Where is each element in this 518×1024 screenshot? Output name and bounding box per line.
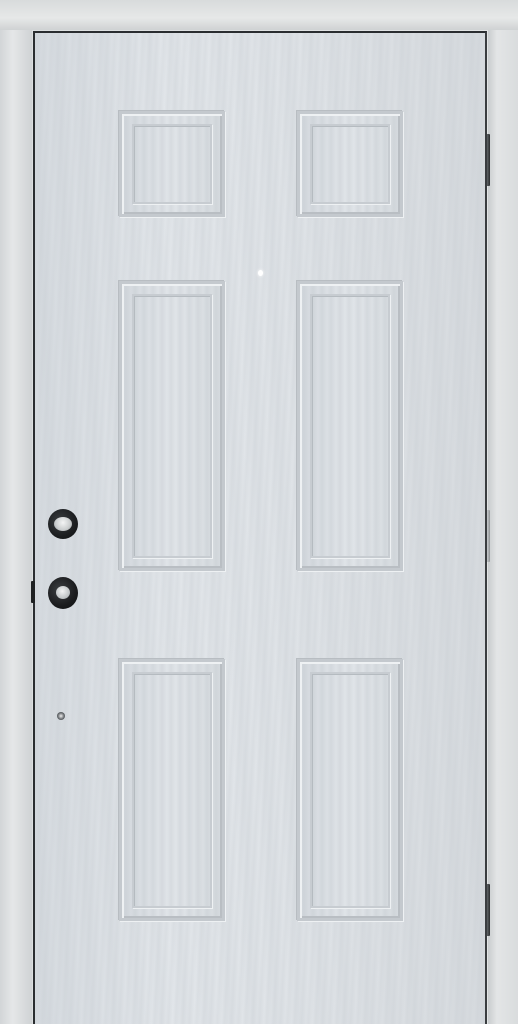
door-slab [33,31,487,1024]
knob-face-icon [56,586,70,599]
panel-molding [132,672,212,908]
middle-left-panel [119,281,225,571]
panel-molding [310,672,390,908]
peephole [57,712,65,720]
lower-right-panel [297,659,403,921]
panel-molding [132,124,212,204]
lower-left-panel [119,659,225,921]
panel-molding [132,294,212,558]
panel-molding [310,294,390,558]
upper-right-panel [297,111,403,217]
deadbolt-lock[interactable] [48,509,78,539]
top-casing [0,0,518,30]
door-knob[interactable] [48,577,78,609]
lock-cylinder-icon [54,517,72,531]
left-casing [0,0,32,1024]
upper-left-panel [119,111,225,217]
right-casing [488,0,518,1024]
light-glint [258,270,263,276]
middle-right-panel [297,281,403,571]
latch-plate [31,581,35,603]
panel-molding [310,124,390,204]
